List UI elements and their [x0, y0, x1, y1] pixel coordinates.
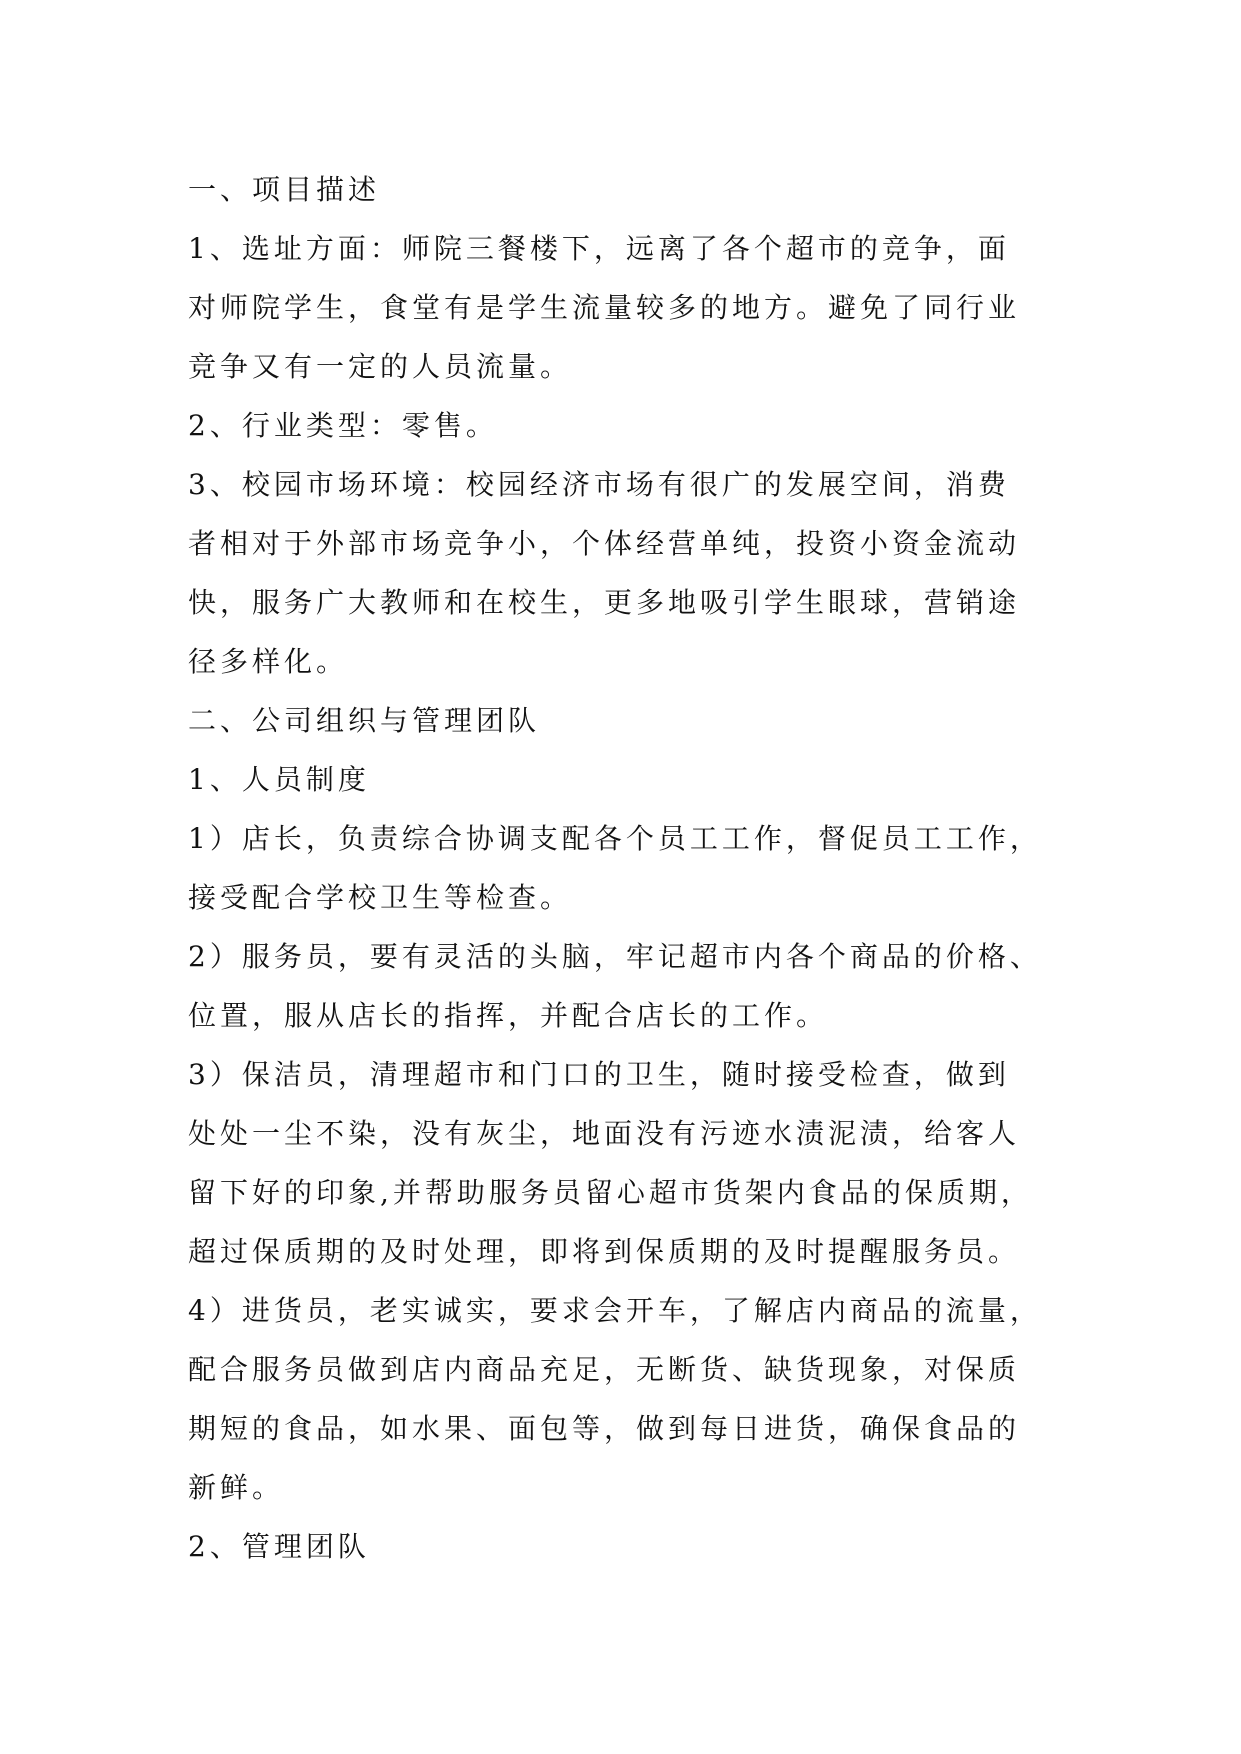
text-line: 3、校园市场环境：校园经济市场有很广的发展空间，消费 [188, 468, 1010, 501]
text-line: 2、行业类型：零售。 [188, 409, 498, 442]
text-line: 径多样化。 [188, 645, 349, 678]
text-line: 4）进货员，老实诚实，要求会开车，了解店内商品的流量， [188, 1294, 1042, 1327]
text-line: 接受配合学校卫生等检查。 [188, 881, 573, 914]
text-line: 快，服务广大教师和在校生，更多地吸引学生眼球，营销途 [188, 586, 1021, 619]
text-line: 者相对于外部市场竞争小，个体经营单纯，投资小资金流动 [188, 527, 1021, 560]
section-heading: 二、公司组织与管理团队 [188, 704, 541, 737]
section-heading: 一、项目描述 [188, 173, 381, 206]
text-line: 位置，服从店长的指挥，并配合店长的工作。 [188, 999, 829, 1032]
text-line: 超过保质期的及时处理，即将到保质期的及时提醒服务员。 [188, 1235, 1021, 1268]
document-body [188, 160, 1058, 1576]
text-line: 新鲜。 [188, 1471, 285, 1504]
text-line: 处处一尘不染，没有灰尘，地面没有污迹水渍泥渍，给客人 [188, 1117, 1021, 1150]
text-line: 2）服务员，要有灵活的头脑，牢记超市内各个商品的价格、 [188, 940, 1042, 973]
text-line: 1）店长，负责综合协调支配各个员工工作，督促员工工作， [188, 822, 1042, 855]
subsection-heading: 2、管理团队 [188, 1530, 370, 1563]
text-line: 1、选址方面：师院三餐楼下，远离了各个超市的竞争，面 [188, 232, 1010, 265]
text-line: 期短的食品，如水果、面包等，做到每日进货，确保食品的 [188, 1412, 1021, 1445]
text-line: 对师院学生，食堂有是学生流量较多的地方。避免了同行业 [188, 291, 1021, 324]
text-line: 3）保洁员，清理超市和门口的卫生，随时接受检查，做到 [188, 1058, 1010, 1091]
text-line: 配合服务员做到店内商品充足，无断货、缺货现象，对保质 [188, 1353, 1021, 1386]
text-line: 竞争又有一定的人员流量。 [188, 350, 573, 383]
text-line: 留下好的印象,并帮助服务员留心超市货架内食品的保质期， [188, 1176, 1033, 1209]
subsection-heading: 1、人员制度 [188, 763, 370, 796]
